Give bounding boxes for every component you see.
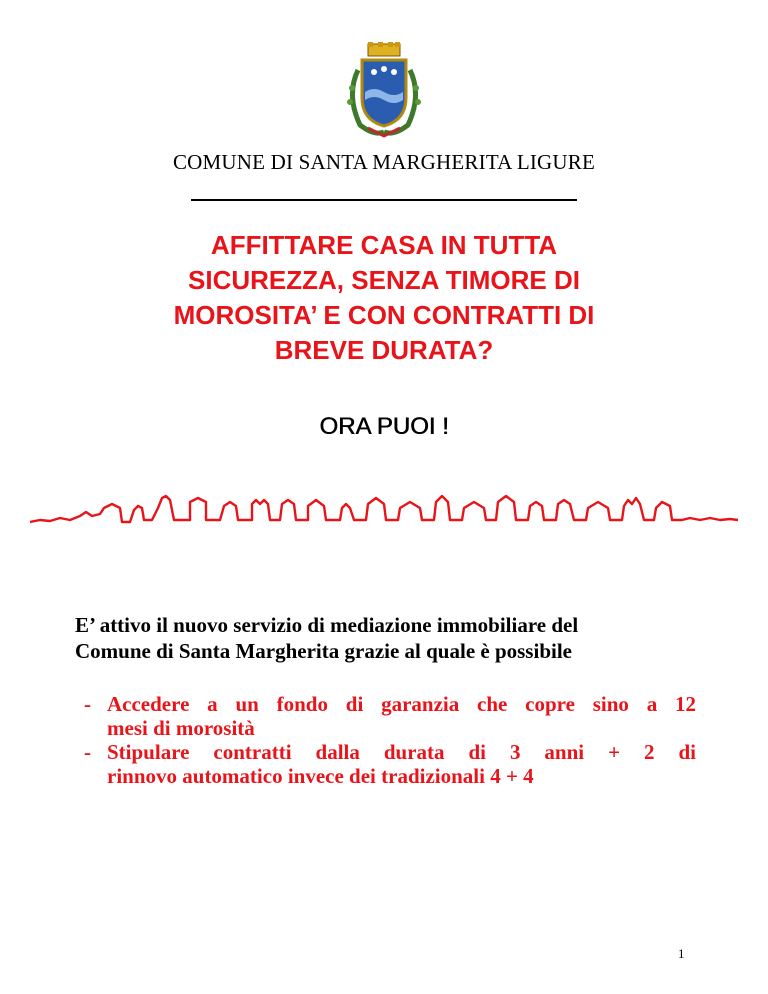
headline-line: BREVE DURATA? — [274, 335, 494, 365]
benefit-line: Accedere a un fondo di garanzia che copre sino a 12 — [107, 692, 696, 716]
benefit-line: rinnovo automatico invece dei tradizionali 4 + 4 — [107, 764, 534, 788]
municipal-crest-icon — [338, 40, 430, 140]
intro-paragraph — [75, 612, 695, 664]
intro-line: E’ attivo il nuovo servizio di mediazione immobiliare del — [75, 613, 579, 637]
call-to-action: ORA PUOI ! — [319, 413, 449, 440]
page-number: 1 — [678, 946, 685, 961]
benefit-item — [84, 740, 696, 788]
benefits-list — [84, 692, 696, 788]
benefit-line: Stipulare contratti dalla durata di 3 anni + 2 di — [107, 740, 696, 764]
headline — [90, 228, 678, 368]
municipality-name: COMUNE DI SANTA MARGHERITA LIGURE — [172, 150, 596, 174]
header-divider — [191, 199, 577, 201]
benefit-item — [84, 692, 696, 740]
benefit-line: mesi di morosità — [107, 716, 255, 740]
houses-skyline-icon — [30, 490, 738, 534]
list-dash: - — [84, 740, 91, 764]
list-dash: - — [84, 692, 91, 716]
headline-line: MOROSITA’ E CON CONTRATTI DI — [173, 300, 595, 330]
headline-line: AFFITTARE CASA IN TUTTA — [210, 230, 558, 260]
headline-line: SICUREZZA, SENZA TIMORE DI — [188, 265, 580, 295]
intro-line: Comune di Santa Margherita grazie al quale è possibile — [75, 639, 572, 663]
